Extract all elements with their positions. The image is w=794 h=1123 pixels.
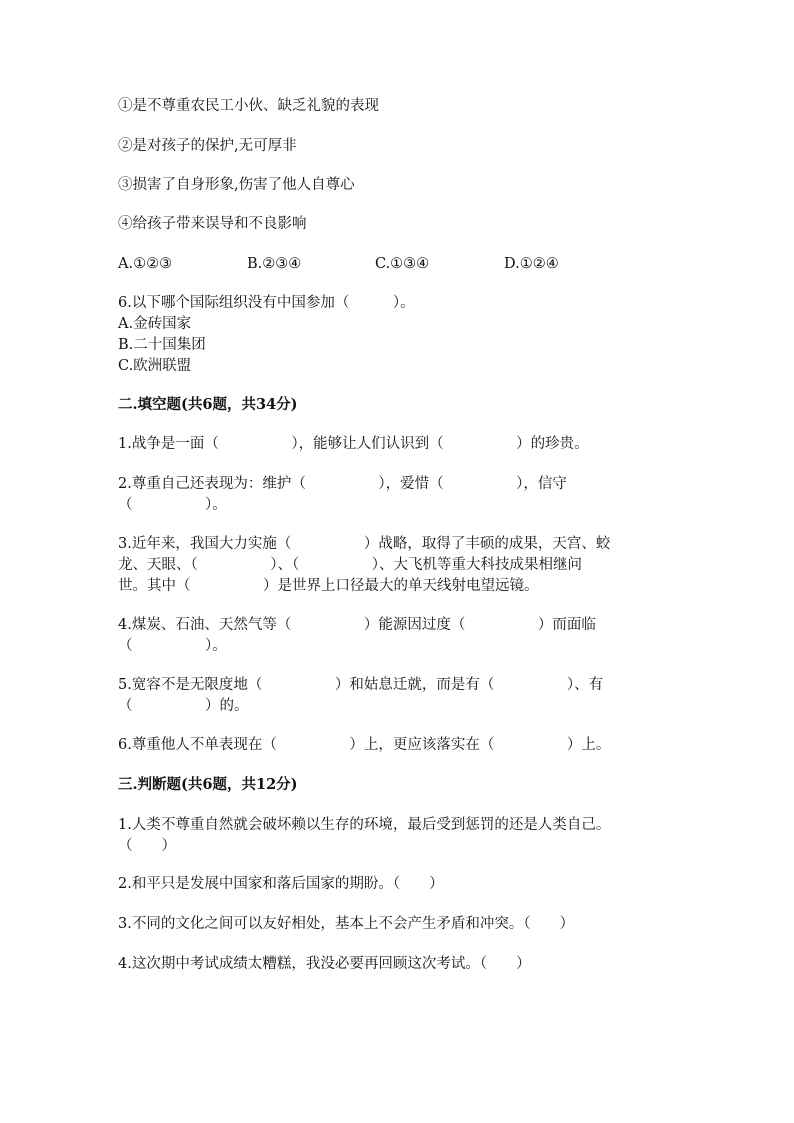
q5-option-b: B.②③④ <box>247 256 302 272</box>
judge-q2: 2.和平只是发展中国家和落后国家的期盼。（ ） <box>118 876 444 892</box>
section3-heading: 三.判断题(共6题，共12分) <box>118 776 298 793</box>
judge-q4: 4.这次期中考试成绩太糟糕，我没必要再回顾这次考试。（ ） <box>118 956 531 972</box>
fill-q5-line1: 5.宽容不是无限度地（ ）和姑息迁就，而是有（ ）、有 <box>118 677 604 693</box>
judge-q1-line2: （ ） <box>118 838 176 854</box>
fill-q5-line2: （ ）的。 <box>118 698 249 714</box>
fill-q2-line2: （ ）。 <box>118 497 227 513</box>
fill-q6: 6.尊重他人不单表现在（ ）上，更应该落实在（ ）上。 <box>118 737 611 753</box>
q6-option-c: C.欧洲联盟 <box>118 358 192 374</box>
q5-statement-3: ③损害了自身形象,伤害了他人自尊心 <box>118 177 355 193</box>
q6-stem: 6.以下哪个国际组织没有中国参加（ ）。 <box>118 295 415 311</box>
judge-q1-line1: 1.人类不尊重自然就会破坏赖以生存的环境，最后受到惩罚的还是人类自己。 <box>118 817 611 833</box>
q6-option-a: A.金砖国家 <box>118 316 192 332</box>
q5-statement-1: ①是不尊重农民工小伙、缺乏礼貌的表现 <box>118 98 379 114</box>
judge-q3: 3.不同的文化之间可以友好相处，基本上不会产生矛盾和冲突。（ ） <box>118 916 575 932</box>
q6-option-b: B.二十国集团 <box>118 337 206 353</box>
q5-option-a: A.①②③ <box>118 256 173 272</box>
fill-q4-line2: （ ）。 <box>118 638 227 654</box>
fill-q1: 1.战争是一面（ ），能够让人们认识到（ ）的珍贵。 <box>118 436 589 452</box>
section2-heading: 二.填空题(共6题，共34分) <box>118 396 298 413</box>
q5-option-c: C.①③④ <box>375 256 430 272</box>
fill-q3-line3: 世。其中（ ）是世界上口径最大的单天线射电望远镜。 <box>118 578 539 594</box>
fill-q2-line1: 2.尊重自己还表现为：维护（ ），爱惜（ ），信守 <box>118 476 567 492</box>
q5-statement-4: ④给孩子带来误导和不良影响 <box>118 216 307 232</box>
q5-option-d: D.①②④ <box>504 256 559 272</box>
fill-q3-line2: 龙、天眼、（ ）、（ ）、大飞机等重大科技成果相继问 <box>118 557 582 573</box>
fill-q3-line1: 3.近年来，我国大力实施（ ）战略，取得了丰硕的成果，天宫、蛟 <box>118 536 611 552</box>
fill-q4-line1: 4.煤炭、石油、天然气等（ ）能源因过度（ ）而面临 <box>118 617 596 633</box>
q5-statement-2: ②是对孩子的保护,无可厚非 <box>118 138 297 154</box>
